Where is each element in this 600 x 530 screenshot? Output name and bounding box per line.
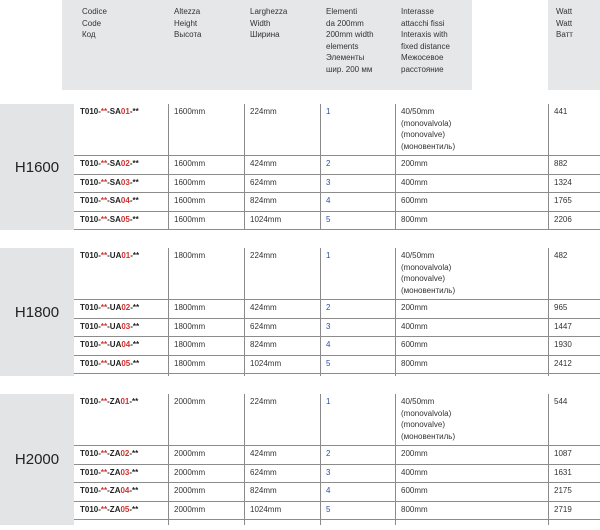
code-variant-stars: **	[100, 397, 108, 406]
watt-cell: 2412	[554, 358, 572, 368]
interaxis-cell	[401, 504, 428, 516]
product-code	[80, 467, 138, 479]
width-cell: 424mm	[250, 303, 277, 312]
table-row	[74, 502, 600, 521]
code-series: -ZA	[107, 486, 121, 495]
code-variant-stars: **	[100, 107, 108, 116]
code-prefix: T010-	[80, 340, 101, 349]
code-variant-stars: **	[100, 177, 108, 187]
code-number: 05	[120, 214, 130, 224]
header-watt: Watt Watt Ватт	[556, 7, 573, 39]
code-variant-stars: **	[100, 214, 108, 224]
code-series: -UA	[107, 251, 122, 260]
header-height: Altezza Height Высота	[174, 7, 202, 39]
height-cell: 1800mm	[174, 251, 206, 260]
elements-cell: 2	[326, 449, 331, 458]
interaxis-line: 600mm	[401, 340, 428, 349]
row-separator	[74, 519, 600, 520]
interaxis-line: 600mm	[401, 196, 428, 205]
interaxis-line: 40/50mm	[401, 107, 435, 116]
height-cell: 1600mm	[174, 177, 206, 187]
table-row	[74, 483, 600, 502]
table-row	[74, 319, 600, 338]
code-suffix: -**	[130, 251, 140, 260]
interaxis-line: (моновентиль)	[401, 285, 456, 295]
code-series: -ZA	[107, 449, 121, 458]
width-cell: 824mm	[250, 340, 277, 349]
watt-cell: 1447	[554, 321, 572, 331]
watt-cell: 1765	[554, 196, 572, 205]
table-row	[74, 156, 600, 175]
width-cell: 1024mm	[250, 504, 282, 514]
code-suffix: -**	[129, 177, 139, 187]
group-rows	[74, 248, 600, 376]
watt-cell: 2719	[554, 504, 572, 514]
width-cell: 1024mm	[250, 214, 282, 224]
elements-cell: 4	[326, 196, 331, 205]
interaxis-line: 800mm	[401, 214, 428, 224]
product-code	[80, 195, 139, 207]
width-cell: 424mm	[250, 159, 277, 168]
code-suffix: -**	[129, 504, 139, 514]
code-variant-stars: **	[100, 449, 108, 458]
watt-cell: 482	[554, 251, 568, 260]
header-elements: Elementi da 200mm 200mm width elements Элементы шир. 200 мм	[326, 7, 374, 74]
group-label-h2000: H2000	[0, 394, 74, 525]
interaxis-line: 40/50mm	[401, 397, 435, 406]
width-cell: 624mm	[250, 177, 277, 187]
table-row	[74, 394, 600, 446]
code-number: 05	[121, 358, 131, 368]
interaxis-cell	[401, 467, 428, 479]
code-variant-stars: **	[100, 504, 108, 514]
width-cell: 824mm	[250, 486, 277, 495]
width-cell: 624mm	[250, 467, 277, 477]
height-cell: 1600mm	[174, 107, 206, 116]
code-prefix: T010-	[80, 214, 101, 224]
interaxis-cell	[401, 339, 428, 351]
code-number: 02	[121, 303, 131, 312]
interaxis-line: (monovalvola)	[401, 408, 452, 418]
interaxis-line: (monovalve)	[401, 130, 446, 139]
code-variant-stars: **	[100, 358, 108, 368]
table-row	[74, 212, 600, 231]
interaxis-cell	[401, 358, 428, 370]
product-code	[80, 158, 139, 170]
elements-cell: 5	[326, 214, 331, 224]
code-series: -UA	[107, 303, 122, 312]
code-variant-stars: **	[100, 196, 108, 205]
table-row	[74, 248, 600, 300]
code-variant-stars: **	[100, 486, 108, 495]
code-series: -SA	[107, 177, 121, 187]
elements-cell: 1	[326, 397, 331, 406]
elements-cell: 3	[326, 321, 331, 331]
table-row	[74, 193, 600, 212]
height-cell: 1800mm	[174, 321, 206, 331]
height-cell: 1800mm	[174, 303, 206, 312]
table-row	[74, 356, 600, 375]
code-suffix: -**	[130, 303, 140, 312]
code-variant-stars: **	[100, 321, 108, 331]
code-number: 03	[120, 467, 130, 477]
interaxis-line: (monovalvola)	[401, 262, 452, 272]
product-code	[80, 321, 139, 333]
product-code	[80, 250, 139, 262]
elements-cell: 5	[326, 504, 331, 514]
interaxis-line: 200mm	[401, 303, 428, 312]
code-number: 03	[120, 177, 130, 187]
code-series: -SA	[107, 214, 121, 224]
code-suffix: -**	[129, 159, 139, 168]
code-series: -ZA	[107, 397, 121, 406]
row-separator	[74, 373, 600, 374]
code-suffix: -**	[130, 358, 140, 368]
group-label-h1600: H1600	[0, 104, 74, 230]
watt-cell: 1631	[554, 467, 572, 477]
height-cell: 1600mm	[174, 214, 206, 224]
product-code	[80, 302, 139, 314]
product-code	[80, 504, 138, 516]
code-suffix: -**	[129, 107, 139, 116]
product-code	[80, 214, 139, 226]
interaxis-line: (моновентиль)	[401, 431, 456, 441]
interaxis-cell	[401, 158, 428, 170]
watt-cell: 1324	[554, 177, 572, 187]
width-cell: 224mm	[250, 397, 277, 406]
interaxis-line: 200mm	[401, 449, 428, 458]
height-cell: 1800mm	[174, 340, 206, 349]
width-cell: 1024mm	[250, 358, 282, 368]
code-prefix: T010-	[80, 504, 101, 514]
code-number: 01	[120, 397, 130, 406]
code-suffix: -**	[130, 340, 140, 349]
width-cell: 624mm	[250, 321, 277, 331]
height-cell: 2000mm	[174, 467, 206, 477]
height-cell: 1600mm	[174, 159, 206, 168]
code-variant-stars: **	[100, 340, 108, 349]
code-series: -SA	[107, 196, 121, 205]
code-prefix: T010-	[80, 251, 101, 260]
code-number: 01	[120, 107, 130, 116]
height-cell: 2000mm	[174, 449, 206, 458]
elements-cell: 3	[326, 177, 331, 187]
header-interaxis: Interasse attacchi fissi Interaxis with fixed distance Межосевое расстояние	[401, 7, 450, 74]
code-suffix: -**	[129, 214, 139, 224]
code-series: -SA	[107, 159, 121, 168]
code-prefix: T010-	[80, 321, 101, 331]
code-prefix: T010-	[80, 177, 101, 187]
code-series: -SA	[107, 107, 121, 116]
width-cell: 424mm	[250, 449, 277, 458]
code-number: 01	[121, 251, 131, 260]
elements-cell: 4	[326, 340, 331, 349]
code-prefix: T010-	[80, 303, 101, 312]
code-number: 05	[120, 504, 130, 514]
code-suffix: -**	[129, 196, 139, 205]
code-number: 03	[121, 321, 131, 331]
interaxis-cell	[401, 106, 455, 152]
code-prefix: T010-	[80, 467, 101, 477]
interaxis-cell	[401, 214, 428, 226]
elements-cell: 3	[326, 467, 331, 477]
code-series: -UA	[107, 358, 122, 368]
height-cell: 1800mm	[174, 358, 206, 368]
code-suffix: -**	[129, 449, 139, 458]
watt-cell: 1087	[554, 449, 572, 458]
interaxis-line: 400mm	[401, 177, 428, 187]
interaxis-line: (моновентиль)	[401, 141, 456, 151]
product-code	[80, 448, 138, 460]
interaxis-cell	[401, 250, 455, 296]
elements-cell: 2	[326, 159, 331, 168]
interaxis-line: (monovalve)	[401, 274, 446, 283]
code-prefix: T010-	[80, 159, 101, 168]
header-width: Larghezza Width Ширина	[250, 7, 288, 39]
code-prefix: T010-	[80, 397, 101, 406]
interaxis-line: 600mm	[401, 486, 428, 495]
interaxis-line: 400mm	[401, 321, 428, 331]
watt-cell: 544	[554, 397, 568, 406]
interaxis-line: 800mm	[401, 358, 428, 368]
code-suffix: -**	[129, 397, 139, 406]
code-number: 02	[120, 159, 130, 168]
watt-cell: 2206	[554, 214, 572, 224]
height-cell: 1600mm	[174, 196, 206, 205]
product-code	[80, 485, 138, 497]
group-rows	[74, 104, 600, 230]
width-cell: 824mm	[250, 196, 277, 205]
height-cell: 2000mm	[174, 397, 206, 406]
interaxis-cell	[401, 177, 428, 189]
code-number: 04	[120, 486, 130, 495]
row-separator	[74, 229, 600, 230]
code-suffix: -**	[129, 486, 139, 495]
elements-cell: 4	[326, 486, 331, 495]
code-prefix: T010-	[80, 486, 101, 495]
width-cell: 224mm	[250, 107, 277, 116]
table-row	[74, 446, 600, 465]
code-number: 04	[120, 196, 130, 205]
code-variant-stars: **	[100, 467, 108, 477]
code-prefix: T010-	[80, 196, 101, 205]
interaxis-line: (monovalvola)	[401, 118, 452, 128]
code-series: -UA	[107, 340, 122, 349]
interaxis-cell	[401, 302, 428, 314]
code-number: 02	[120, 449, 130, 458]
code-prefix: T010-	[80, 107, 101, 116]
width-cell: 224mm	[250, 251, 277, 260]
product-code	[80, 339, 139, 351]
product-code	[80, 106, 139, 118]
group-rows	[74, 394, 600, 525]
interaxis-cell	[401, 485, 428, 497]
code-prefix: T010-	[80, 358, 101, 368]
table-row	[74, 175, 600, 194]
watt-cell: 441	[554, 107, 568, 116]
table-row	[74, 337, 600, 356]
interaxis-line: 40/50mm	[401, 251, 435, 260]
interaxis-line: 400mm	[401, 467, 428, 477]
table-row	[74, 300, 600, 319]
watt-cell: 965	[554, 303, 568, 312]
watt-cell: 1930	[554, 340, 572, 349]
elements-cell: 1	[326, 251, 331, 260]
elements-cell: 1	[326, 107, 331, 116]
code-suffix: -**	[129, 467, 139, 477]
code-series: -UA	[107, 321, 122, 331]
code-prefix: T010-	[80, 449, 101, 458]
watt-cell: 882	[554, 159, 568, 168]
product-code	[80, 358, 139, 370]
table-row	[74, 104, 600, 156]
code-series: -ZA	[107, 467, 121, 477]
interaxis-cell	[401, 396, 455, 442]
code-number: 04	[121, 340, 131, 349]
elements-cell: 2	[326, 303, 331, 312]
code-variant-stars: **	[100, 251, 108, 260]
watt-cell: 2175	[554, 486, 572, 495]
interaxis-cell	[401, 448, 428, 460]
code-variant-stars: **	[100, 159, 108, 168]
code-variant-stars: **	[100, 303, 108, 312]
height-cell: 2000mm	[174, 504, 206, 514]
interaxis-cell	[401, 195, 428, 207]
code-series: -ZA	[107, 504, 121, 514]
group-label-h1800: H1800	[0, 248, 74, 376]
interaxis-line: (monovalve)	[401, 420, 446, 429]
table-row	[74, 465, 600, 484]
interaxis-cell	[401, 321, 428, 333]
code-suffix: -**	[130, 321, 140, 331]
product-code	[80, 177, 139, 189]
height-cell: 2000mm	[174, 486, 206, 495]
product-code	[80, 396, 138, 408]
interaxis-line: 800mm	[401, 504, 428, 514]
header-code: Codice Code Код	[82, 7, 107, 39]
interaxis-line: 200mm	[401, 159, 428, 168]
elements-cell: 5	[326, 358, 331, 368]
